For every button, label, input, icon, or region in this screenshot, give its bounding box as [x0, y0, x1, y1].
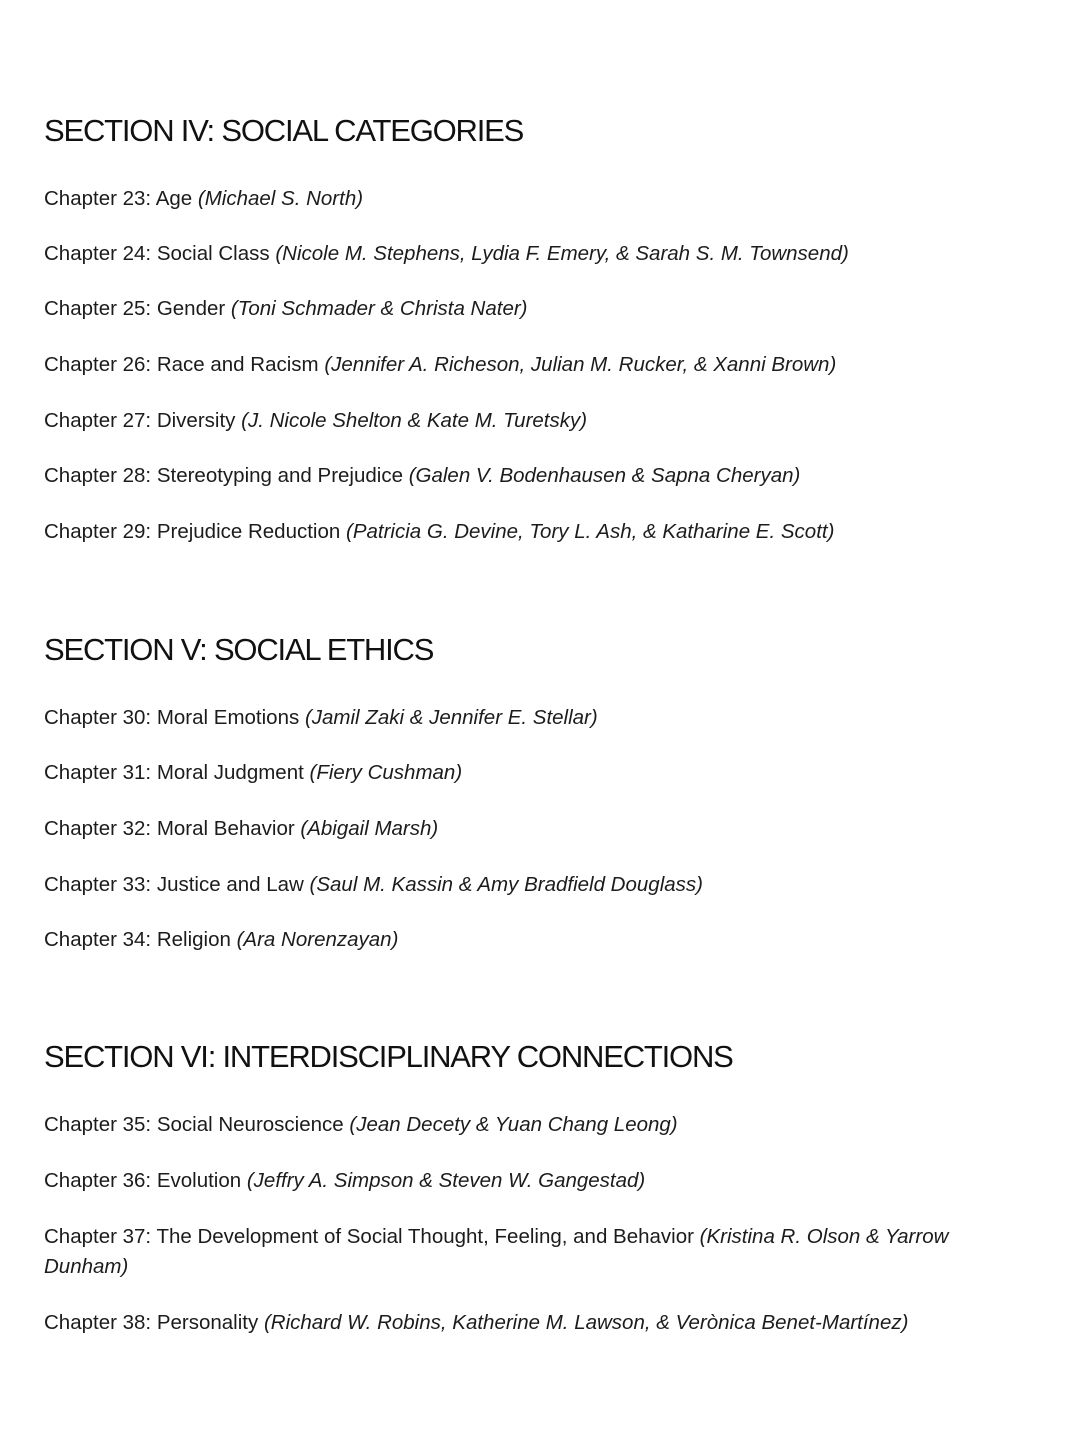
section-title: SECTION IV: SOCIAL CATEGORIES [44, 113, 524, 148]
chapter-label: Chapter 27: Diversity [44, 409, 236, 432]
chapter-26 [44, 350, 964, 380]
chapter-24 [44, 239, 964, 269]
chapter-label: Chapter 31: Moral Judgment [44, 761, 304, 784]
chapter-authors: (Toni Schmader & Christa Nater) [230, 297, 528, 320]
chapter-35 [44, 1110, 964, 1140]
chapter-label: Chapter 29: Prejudice Reduction [44, 520, 341, 543]
chapter-authors: (Abigail Marsh) [300, 817, 439, 840]
chapter-label: Chapter 38: Personality [44, 1311, 259, 1334]
chapter-label: Chapter 23: Age [44, 187, 193, 210]
chapter-authors: (Jennifer A. Richeson, Julian M. Rucker, & Xanni Brown) [324, 353, 837, 376]
chapter-37 [44, 1222, 964, 1282]
chapter-label: Chapter 28: Stereotyping and Prejudice [44, 464, 403, 487]
chapter-23 [44, 184, 964, 214]
chapter-29 [44, 517, 964, 547]
section-title: SECTION VI: INTERDISCIPLINARY CONNECTIONS [44, 1039, 733, 1074]
chapter-31 [44, 758, 964, 788]
chapter-30 [44, 703, 964, 733]
section-social-categories [44, 115, 964, 547]
chapter-authors: (J. Nicole Shelton & Kate M. Turetsky) [241, 409, 588, 432]
chapter-34 [44, 925, 964, 955]
chapter-label: Chapter 33: Justice and Law [44, 873, 304, 896]
chapter-authors: (Jeffry A. Simpson & Steven W. Gangestad) [246, 1169, 646, 1192]
chapter-authors: (Nicole M. Stephens, Lydia F. Emery, & Sarah S. M. Townsend) [275, 242, 849, 265]
chapter-33 [44, 870, 964, 900]
chapter-authors: (Galen V. Bodenhausen & Sapna Cheryan) [408, 464, 801, 487]
chapter-list [44, 1110, 964, 1338]
chapter-label: Chapter 35: Social Neuroscience [44, 1113, 344, 1136]
chapter-label: Chapter 26: Race and Racism [44, 353, 319, 376]
chapter-label: Chapter 37: The Development of Social Thought, Feeling, and Behavior [44, 1225, 694, 1248]
chapter-authors: (Ara Norenzayan) [236, 928, 399, 951]
chapter-36 [44, 1166, 964, 1196]
chapter-label: Chapter 24: Social Class [44, 242, 270, 265]
chapter-32 [44, 814, 964, 844]
section-interdisciplinary-connections [44, 1041, 964, 1338]
chapter-authors: (Patricia G. Devine, Tory L. Ash, & Katharine E. Scott) [346, 520, 835, 543]
chapter-38 [44, 1308, 964, 1338]
chapter-label: Chapter 34: Religion [44, 928, 231, 951]
chapter-label: Chapter 36: Evolution [44, 1169, 242, 1192]
chapter-28 [44, 461, 964, 491]
chapter-authors: (Fiery Cushman) [309, 761, 463, 784]
section-social-ethics [44, 634, 964, 955]
chapter-list [44, 703, 964, 955]
chapter-authors: (Jean Decety & Yuan Chang Leong) [349, 1113, 678, 1136]
chapter-label: Chapter 25: Gender [44, 297, 226, 320]
chapter-authors: (Michael S. North) [197, 187, 364, 210]
chapter-label: Chapter 30: Moral Emotions [44, 706, 300, 729]
chapter-label: Chapter 32: Moral Behavior [44, 817, 295, 840]
section-title: SECTION V: SOCIAL ETHICS [44, 632, 434, 667]
chapter-25 [44, 294, 964, 324]
chapter-authors: (Kristina R. Olson & Yarrow Dunham) [44, 1225, 949, 1278]
chapter-authors: (Saul M. Kassin & Amy Bradfield Douglass) [309, 873, 703, 896]
chapter-list [44, 184, 964, 547]
chapter-authors: (Jamil Zaki & Jennifer E. Stellar) [304, 706, 598, 729]
chapter-27 [44, 406, 964, 436]
chapter-authors: (Richard W. Robins, Katherine M. Lawson, & Verònica Benet-Martínez) [263, 1311, 909, 1334]
